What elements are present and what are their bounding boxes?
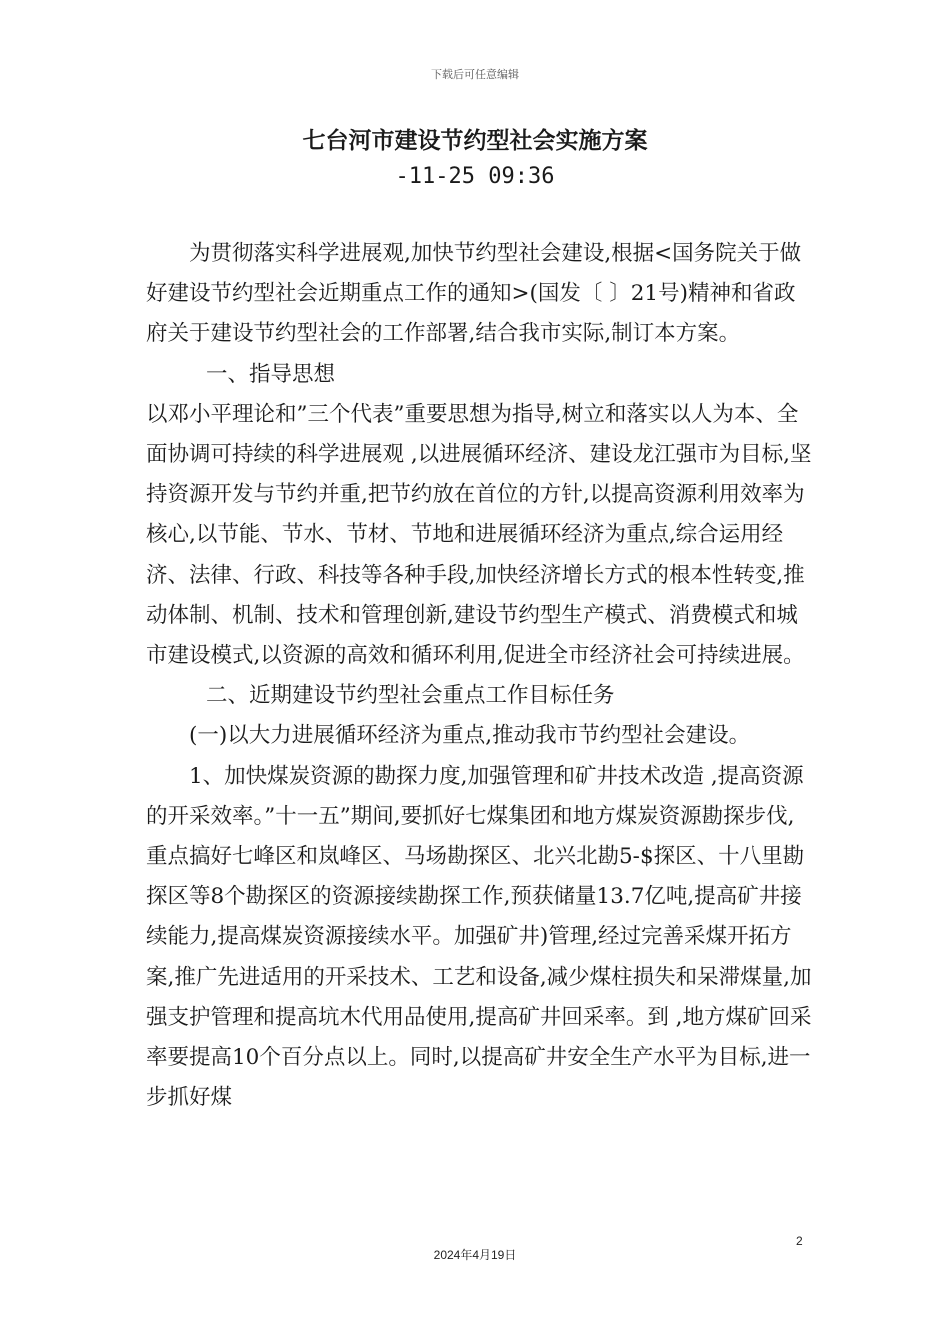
- paragraph-coal-resources: 1、加快煤炭资源的勘探力度,加强管理和矿井技术改造 ,提高资源的开采效率。”十一五”期间,要抓好七煤集团和地方煤炭资源勘探步伐,重点搞好七峰区和岚峰区、马场勘探区、北兴北勘5-$探区、十八里勘探区等8个勘探区的资源接续勘探工作,预获储量13.7亿吨,提高矿井接续能力,提高煤炭资源接续水平。加强矿井)管理,经过完善采煤开拓方案,推广先进适用的开采技术、工艺和设备,减少煤柱损失和呆滞煤量,加强支护管理和提高坑木代用品使用,提高矿井回采率。到 ,地方煤矿回采率要提高10个百分点以上。同时,以提高矿井安全生产水平为目标,进一步抓好煤: [146, 763, 812, 1111]
- header-note: 下载后可任意编辑: [431, 68, 519, 81]
- section-heading-key-tasks: 二、近期建设节约型社会重点工作目标任务: [206, 683, 615, 709]
- footer-date: 2024年4月19日: [433, 1248, 517, 1262]
- document-body: [146, 234, 814, 1118]
- paragraph-intro: 为贯彻落实科学进展观,加快节约型社会建设,根据<国务院关于做好建设节约型社会近期重点工作的通知>(国发〔 〕21号)精神和省政府关于建设节约型社会的工作部署,结合我市实际,制订本方案。: [146, 241, 802, 347]
- section-heading-guiding-ideology: 一、指导思想: [206, 361, 336, 387]
- paragraph-guiding-ideology: 以邓小平理论和”三个代表”重要思想为指导,树立和落实以人为本、全面协调可持续的科学进展观 ,以进展循环经济、建设龙江强市为目标,坚持资源开发与节约并重,把节约放在首位的方针,以提高资源利用效率为核心,以节能、节水、节材、节地和进展循环经济为重点,综合运用经济、法律、行政、科技等各种手段,加快经济增长方式的根本性转变,推动体制、机制、技术和管理创新,建设节约型生产模式、消费模式和城市建设模式,以资源的高效和循环利用,促进全市经济社会可持续进展。: [146, 401, 812, 669]
- document-title: 七台河市建设节约型社会实施方案: [302, 128, 648, 154]
- page-number: 2: [796, 1234, 803, 1248]
- document-datetime: -11-25 09:36: [395, 164, 555, 189]
- subsection-heading-circular-economy: (一)以大力进展循环经济为重点,推动我市节约型社会建设。: [189, 723, 751, 749]
